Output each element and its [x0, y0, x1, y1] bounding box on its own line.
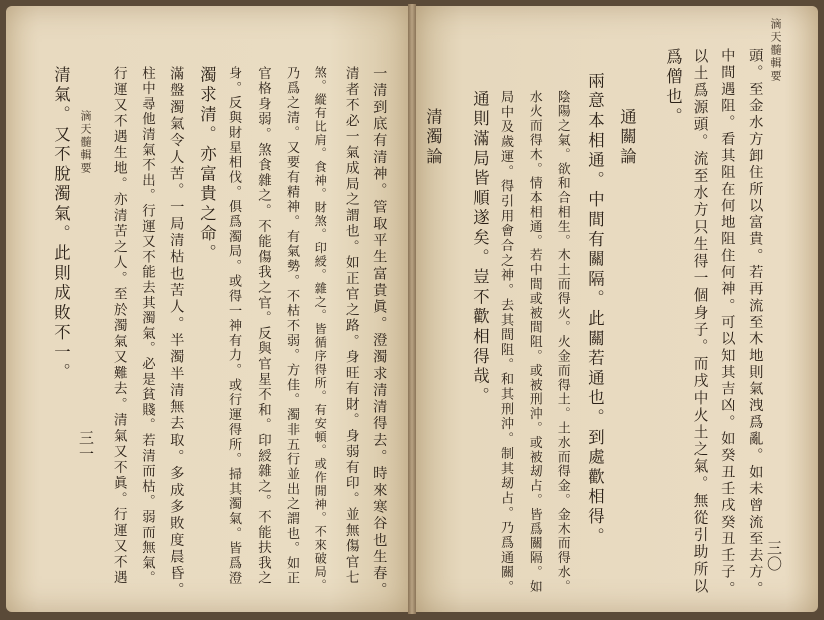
text-column: 水火而得木。情本相通。若中間或被間阻。或被刑沖。或被刼占。皆爲關隔。如 [526, 90, 542, 594]
text-column: 陰陽之氣。欲和合相生。木土而得火。火金而得土。土水而得金。金木而得水。 [554, 90, 570, 594]
text-column: 一清到底有清神。管取平生富貴眞。澄濁求清清得去。時來寒谷也生春。 [371, 66, 388, 599]
book-gutter [408, 4, 416, 614]
text-column: 煞。縱有比肩。食神。財煞。印綬。雜之。皆循序得所。有安頓。或作閒神。不來破局。 [313, 66, 328, 593]
text-column: 身。反與財星相伐。俱爲濁局。或得一神有力。或行運得所。掃其濁氣。皆爲澄 [226, 66, 242, 586]
text-column: 以土爲源頭。流至水方只生得一個身子。而戌中火土之氣。無從引助所以 [691, 48, 709, 596]
right-page-number: 三〇 [765, 540, 783, 572]
text-column: 局中及歲運。得引用會合之神。去其間阻。和其刑沖。制其刼占。乃爲通關。 [498, 90, 514, 595]
text-column: 中間遇阻。看其阻在何地阻住何神。可以知其吉凶。如癸丑壬戌癸丑壬子。 [719, 48, 736, 598]
text-column: 通則滿局皆順遂矣。豈不歡相得哉。 [470, 90, 490, 407]
text-column: 行運又不遇生地。亦清苦之人。至於濁氣又難去。清氣又不眞。行運又不遇 [110, 66, 127, 586]
left-page-header: 滴天髓輯要 [79, 110, 92, 175]
text-column: 清者不必一氣成局之謂也。如正官之路。身旺有財。身弱有印。並無傷官七 [342, 66, 359, 586]
text-column: 乃爲之清。又要有精神。有氣勢。不枯不弱。方佳。濁非五行並出之謂也。如正 [284, 66, 300, 586]
text-column: 滿盤濁氣令人苦。一局清枯也苦人。半濁半清無去取。多成多敗度晨昏。 [168, 66, 185, 599]
left-page-number: 三一 [77, 430, 95, 462]
text-column: 清氣。又不脫濁氣。此則成敗不一。 [51, 66, 71, 383]
text-column: 兩意本相通。中間有關隔。此關若通也。到處歡相得。 [585, 72, 605, 548]
text-column: 官格身弱。煞食雜之。不能傷我之官。反與官星不和。印綬雜之。不能扶我之 [255, 66, 271, 587]
section-title: 通關論 [617, 108, 637, 168]
text-column: 柱中尋他清氣不出。行運又不能去其濁氣。必是貧賤。若清而枯。弱而無氣。 [139, 66, 155, 587]
text-column: 頭。至金水方卸住所以富貴。若再流至木地則氣洩爲亂。如未曾流至去方。 [747, 48, 764, 598]
right-page-header: 滴天髓輯要 [769, 18, 782, 83]
text-column: 濁求清。亦富貴之命。 [197, 66, 217, 264]
text-column: 爲僧也。 [663, 48, 683, 128]
section-title: 清濁論 [423, 108, 443, 168]
